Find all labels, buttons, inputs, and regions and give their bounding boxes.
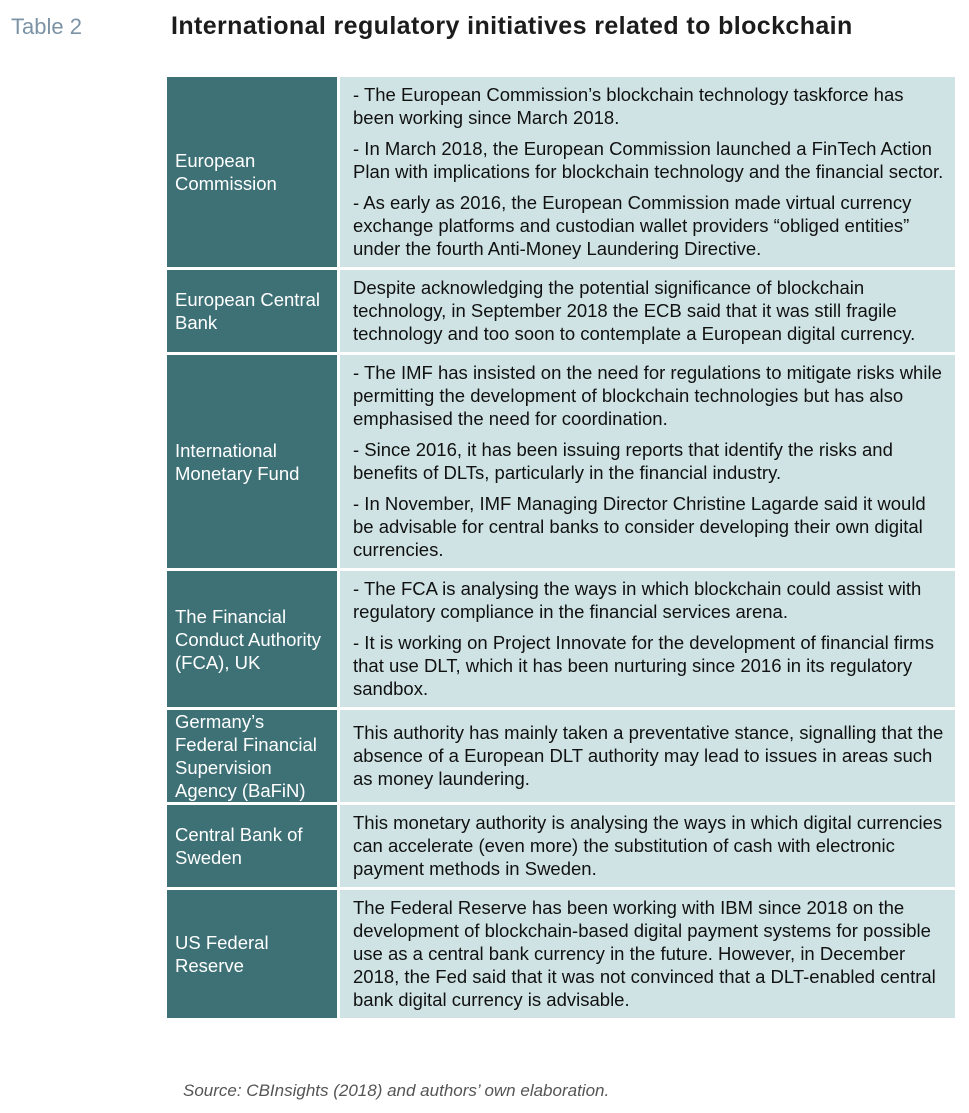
content-paragraph: - In November, IMF Managing Director Christine Lagarde said it would be advisable for central banks to consider developing their own digital currencies. bbox=[353, 493, 926, 560]
row-label: Central Bank of Sweden bbox=[167, 805, 340, 887]
row-content bbox=[340, 77, 955, 267]
row-label: European Commission bbox=[167, 77, 340, 267]
row-label: The Financial Conduct Authority (FCA), UK bbox=[167, 571, 340, 707]
table-row-central-bank-sweden bbox=[167, 805, 955, 890]
content-paragraph: - The FCA is analysing the ways in which blockchain could assist with regulatory compliance in the financial services arena. bbox=[353, 578, 922, 622]
table-number-label: Table 2 bbox=[11, 14, 82, 39]
row-content bbox=[340, 571, 955, 707]
row-label: US Federal Reserve bbox=[167, 890, 340, 1018]
row-content bbox=[340, 805, 955, 887]
table-row-bafin bbox=[167, 710, 955, 805]
content-paragraph: - In March 2018, the European Commission launched a FinTech Action Plan with implications for blockchain technology and the financial sector. bbox=[353, 138, 944, 182]
content-paragraph: - As early as 2016, the European Commission made virtual currency exchange platforms and custodian wallet providers “obliged entities” under the fourth Anti-Money Laundering Directive. bbox=[353, 192, 912, 259]
content-paragraph: This monetary authority is analysing the ways in which digital currencies can accelerate (even more) the substitution of cash with electronic payment methods in Sweden. bbox=[353, 812, 943, 879]
row-label: International Monetary Fund bbox=[167, 355, 340, 568]
table-row-european-central-bank bbox=[167, 270, 955, 355]
row-label: European Central Bank bbox=[167, 270, 340, 352]
row-content bbox=[340, 890, 955, 1018]
row-content bbox=[340, 355, 955, 568]
content-paragraph: This authority has mainly taken a preventative stance, signalling that the absence of a European DLT authority may lead to issues in areas such as money laundering. bbox=[353, 722, 944, 789]
content-paragraph: - The European Commission’s blockchain technology taskforce has been working since March 2018. bbox=[353, 84, 904, 128]
row-content bbox=[340, 710, 955, 802]
source-note: Source: CBInsights (2018) and authors’ own elaboration. bbox=[183, 1081, 610, 1100]
content-paragraph: - The IMF has insisted on the need for regulations to mitigate risks while permitting the development of blockchain technologies but has also emphasised the need for coordination. bbox=[353, 362, 942, 429]
table-row-imf bbox=[167, 355, 955, 571]
table-row-us-federal-reserve bbox=[167, 890, 955, 1018]
content-paragraph: - It is working on Project Innovate for the development of financial firms that use DLT, which it has been nurturing since 2016 in its regulatory sandbox. bbox=[353, 632, 934, 699]
table-row-fca bbox=[167, 571, 955, 710]
content-paragraph: - Since 2016, it has been issuing reports that identify the risks and benefits of DLTs, particularly in the financial industry. bbox=[353, 439, 893, 483]
table-row-european-commission bbox=[167, 77, 955, 270]
content-paragraph: The Federal Reserve has been working with IBM since 2018 on the development of blockchain-based digital payment systems for possible use as a central bank currency in the future. However, in December 2018, the Fed said that it was not convinced that a DLT-enabled central bank digital currency is advisable. bbox=[353, 897, 936, 1010]
table-title: International regulatory initiatives related to blockchain bbox=[171, 12, 853, 40]
content-paragraph: Despite acknowledging the potential significance of blockchain technology, in September 2018 the ECB said that it was still fragile technology and too soon to contemplate a European digital currency. bbox=[353, 277, 916, 344]
row-content bbox=[340, 270, 955, 352]
row-label: Germany’s Federal Financial Supervision Agency (BaFiN) bbox=[167, 710, 340, 802]
regulatory-table bbox=[167, 77, 955, 1018]
